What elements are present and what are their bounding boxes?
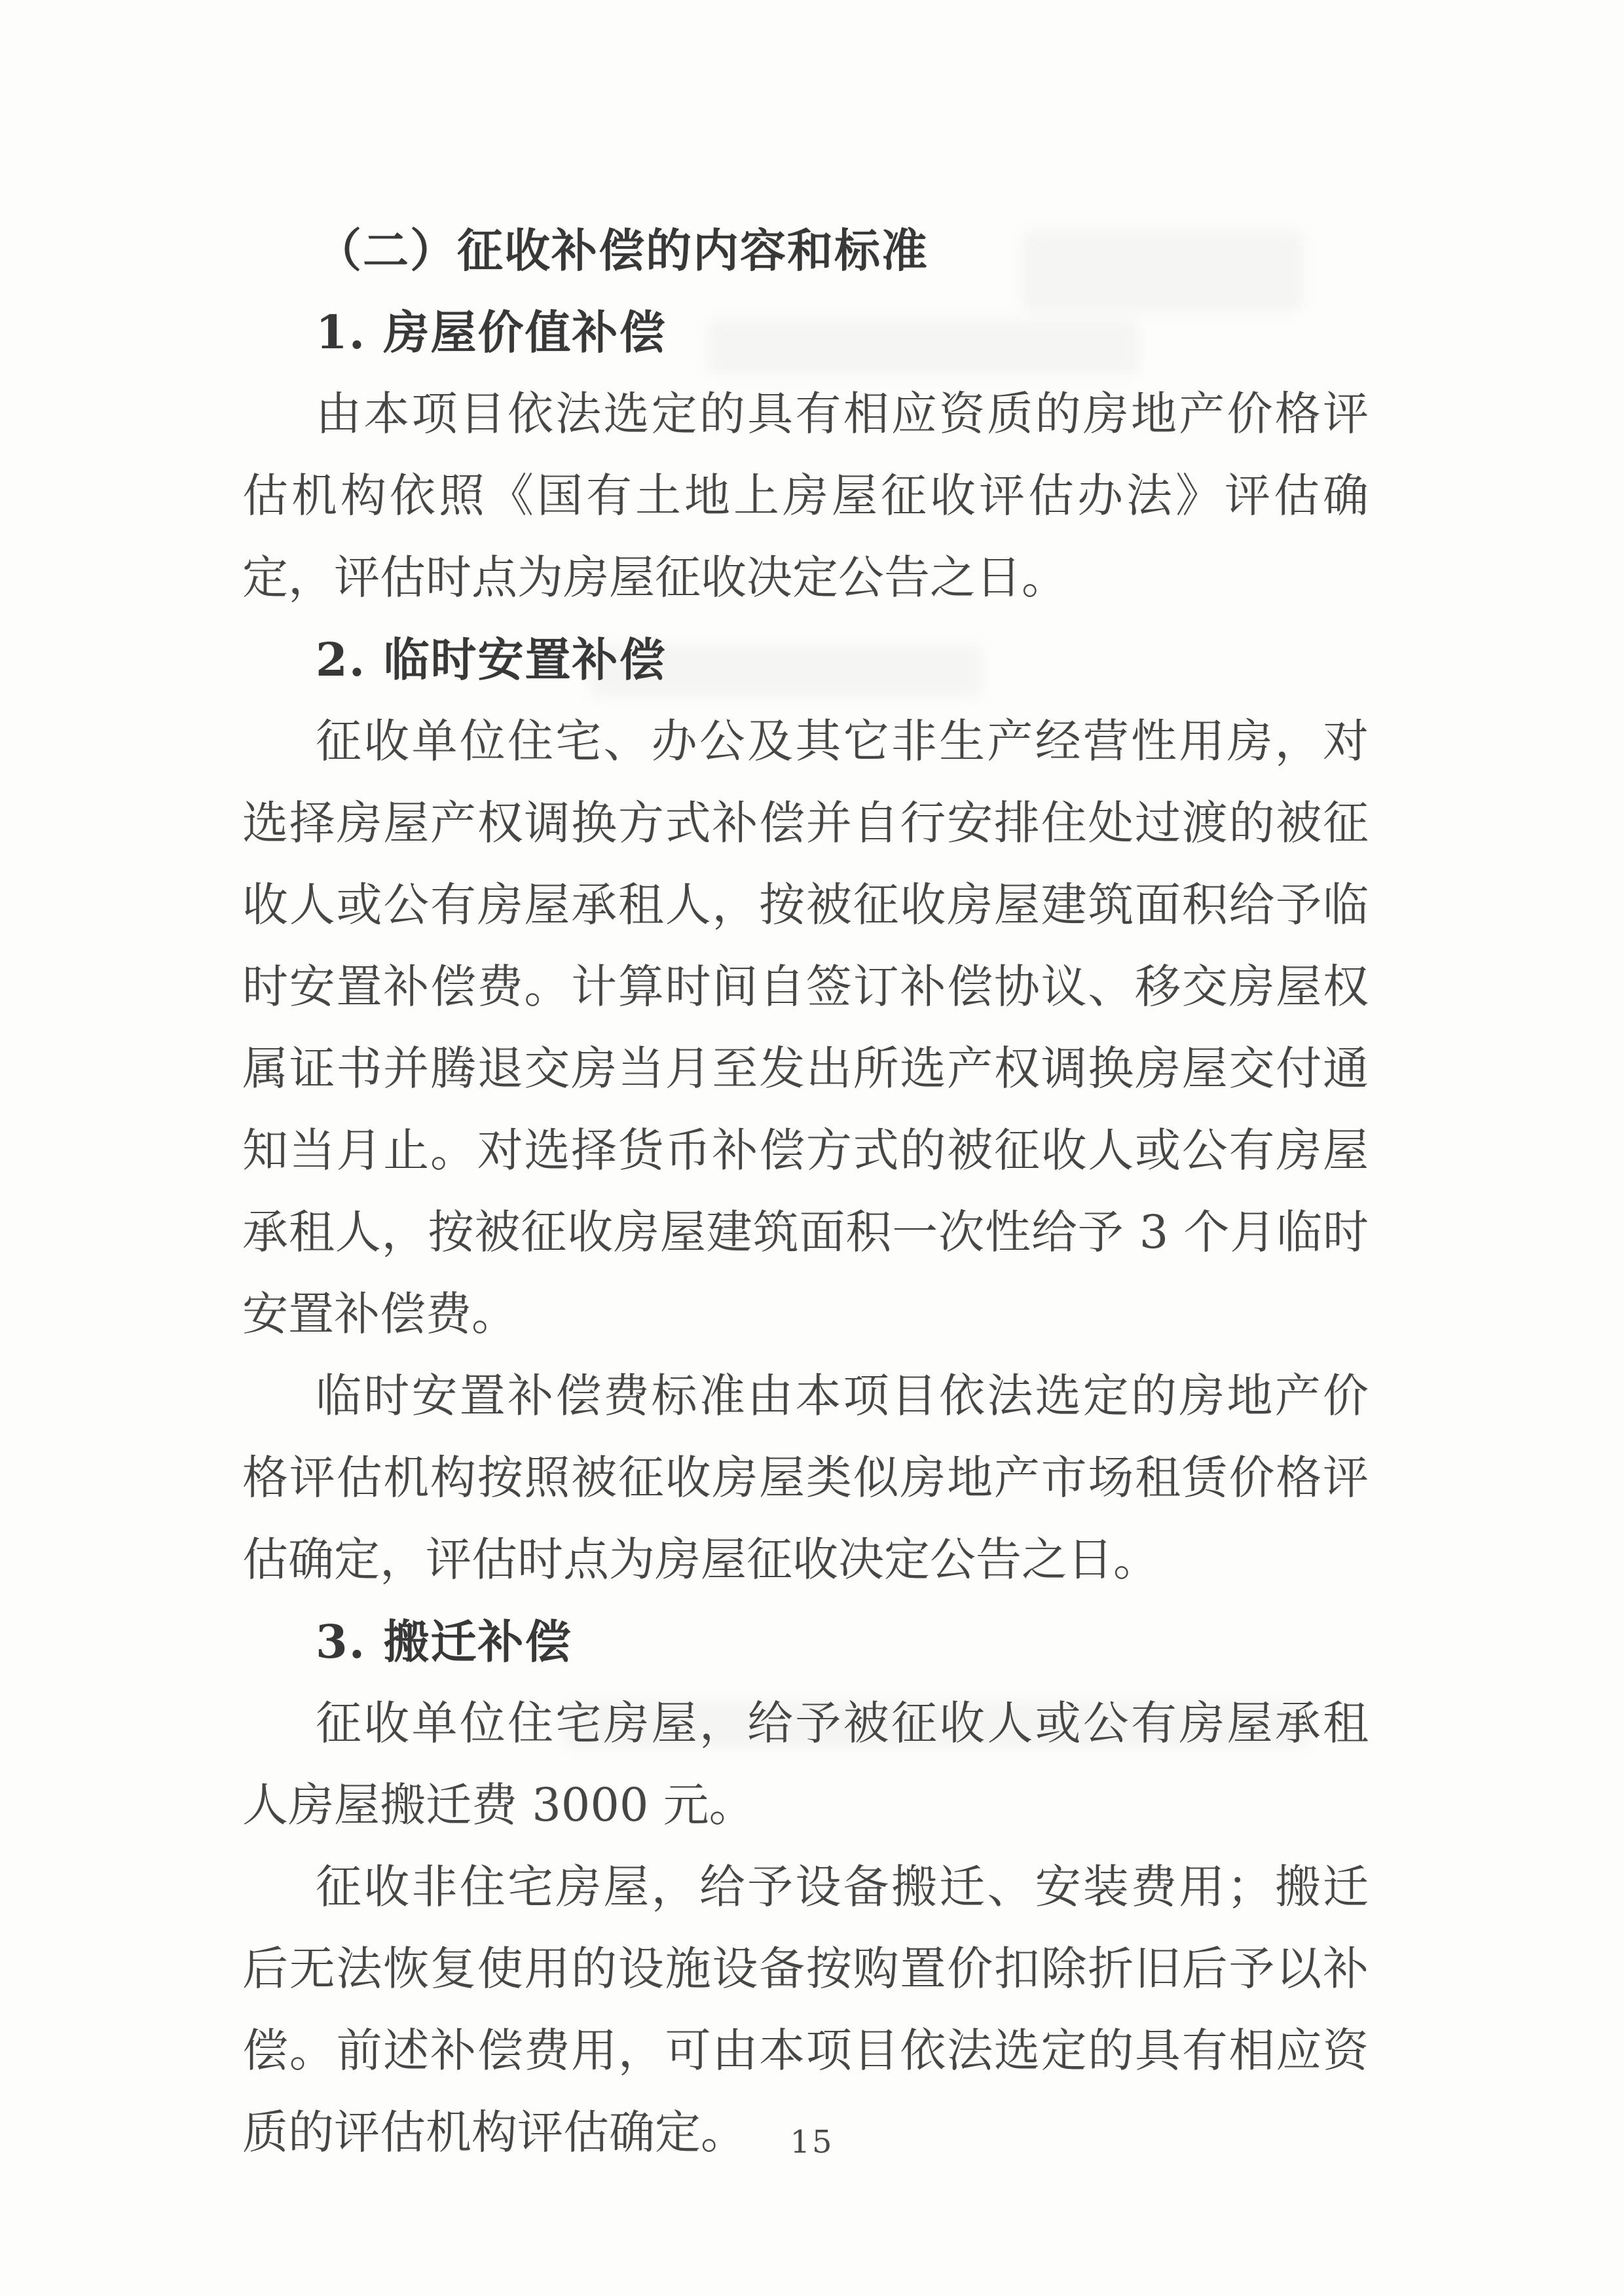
paragraph-relocation-1: 征收单位住宅房屋，给予被征收人或公有房屋承租人房屋搬迁费 3000 元。: [242, 1696, 1369, 1832]
section-heading: （二）征收补偿的内容和标准: [316, 223, 929, 278]
subsection-heading-house-value: 1. 房屋价值补偿: [316, 305, 667, 359]
document-text-block: [242, 210, 1369, 2174]
paragraph-temporary-resettlement-1: 征收单位住宅、办公及其它非生产经营性用房，对选择房屋产权调换方式补偿并自行安排住处过渡的被征收人或公有房屋承租人，按被征收房屋建筑面积给予临时安置补偿费。计算时间自签订补偿协议、移交房屋权属证书并腾退交房当月至发出所选产权调换房屋交付通知当月止。对选择货币补偿方式的被征收人或公有房屋承租人，按被征收房屋建筑面积一次性给予 3 个月临时安置补偿费。: [242, 714, 1369, 1341]
paragraph-house-value-1: 由本项目依法选定的具有相应资质的房地产价格评估机构依照《国有土地上房屋征收评估办法》评估确定，评估时点为房屋征收决定公告之日。: [242, 387, 1369, 604]
paragraph-relocation-2: 征收非住宅房屋，给予设备搬迁、安装费用；搬迁后无法恢复使用的设施设备按购置价扣除折旧后予以补偿。前述补偿费用，可由本项目依法选定的具有相应资质的评估机构评估确定。: [242, 1860, 1369, 2159]
paragraph-temporary-resettlement-2: 临时安置补偿费标准由本项目依法选定的房地产价格评估机构按照被征收房屋类似房地产市场租赁价格评估确定，评估时点为房屋征收决定公告之日。: [242, 1369, 1369, 1586]
page-number: 15: [790, 2124, 834, 2160]
subsection-heading-relocation: 3. 搬迁补偿: [316, 1614, 572, 1669]
subsection-heading-temporary-resettlement: 2. 临时安置补偿: [316, 632, 667, 687]
